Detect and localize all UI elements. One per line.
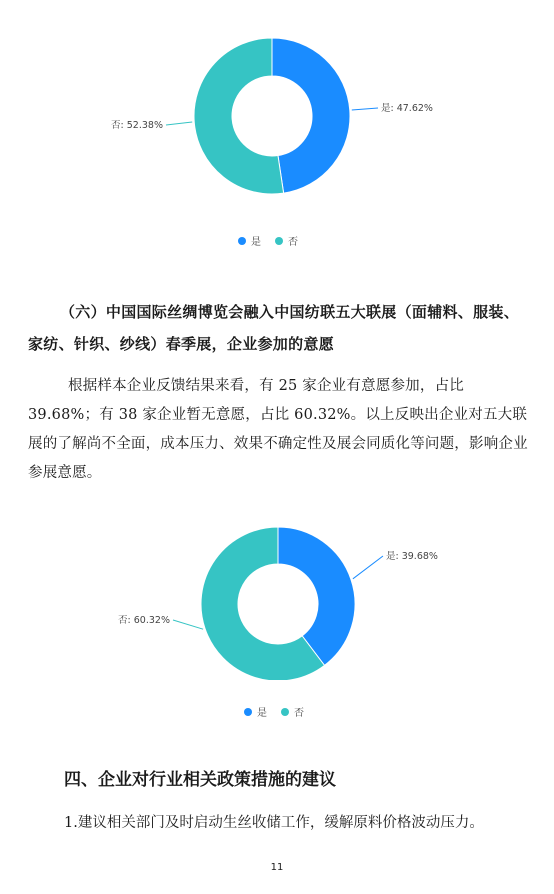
- page-number: 11: [270, 862, 284, 873]
- donut-chart-1: [0, 28, 554, 208]
- section-6-heading: [28, 296, 528, 360]
- section-4-heading: 四、企业对行业相关政策措施的建议: [64, 770, 336, 790]
- section-6-paragraph-text: 根据样本企业反馈结果来看，有 25 家企业有意愿参加，占比 39.68%；有 38 家企业暂无意愿，占比 60.32%。以上反映出企业对五大联展的了解尚不全面，成本压力、效果不确定性及展会同质化等问题，影响企业参展意愿。: [28, 378, 528, 481]
- donut-slice-no: [194, 38, 284, 194]
- leader-line-yes: [353, 556, 383, 579]
- legend-yes-swatch: [238, 237, 246, 245]
- data-label-yes: 是: 47.62%: [381, 103, 433, 114]
- legend-no-swatch: [275, 237, 283, 245]
- leader-line-yes: [352, 108, 378, 110]
- legend-no-swatch: [281, 708, 289, 716]
- legend-yes-label: 是: [251, 237, 261, 248]
- legend-no-label: 否: [294, 708, 304, 719]
- suggestion-item-1: 1.建议相关部门及时启动生丝收储工作，缓解原料价格波动压力。: [64, 815, 484, 831]
- chart-2-legend: [244, 704, 318, 719]
- data-label-no: 否: 52.38%: [111, 120, 163, 131]
- legend-yes-swatch: [244, 708, 252, 716]
- donut-chart-2-svg: [0, 500, 554, 680]
- donut-chart-2: [0, 500, 554, 680]
- leader-line-no: [173, 620, 203, 629]
- chart-1-legend: [238, 233, 312, 248]
- legend-item-yes: [238, 233, 261, 248]
- section-6-heading-text: （六）中国国际丝绸博览会融入中国纺联五大联展（面辅料、服装、家纺、针织、纱线）春季展，企业参加的意愿: [28, 303, 520, 353]
- legend-no-label: 否: [288, 237, 298, 248]
- data-label-yes: 是: 39.68%: [386, 551, 438, 562]
- data-label-no: 否: 60.32%: [118, 615, 170, 626]
- legend-item-yes: [244, 704, 267, 719]
- donut-chart-1-svg: [0, 28, 554, 208]
- legend-yes-label: 是: [257, 708, 267, 719]
- legend-item-no: [281, 704, 304, 719]
- section-6-paragraph: [28, 372, 528, 488]
- donut-slice-yes: [272, 38, 350, 193]
- leader-line-no: [166, 122, 192, 125]
- legend-item-no: [275, 233, 298, 248]
